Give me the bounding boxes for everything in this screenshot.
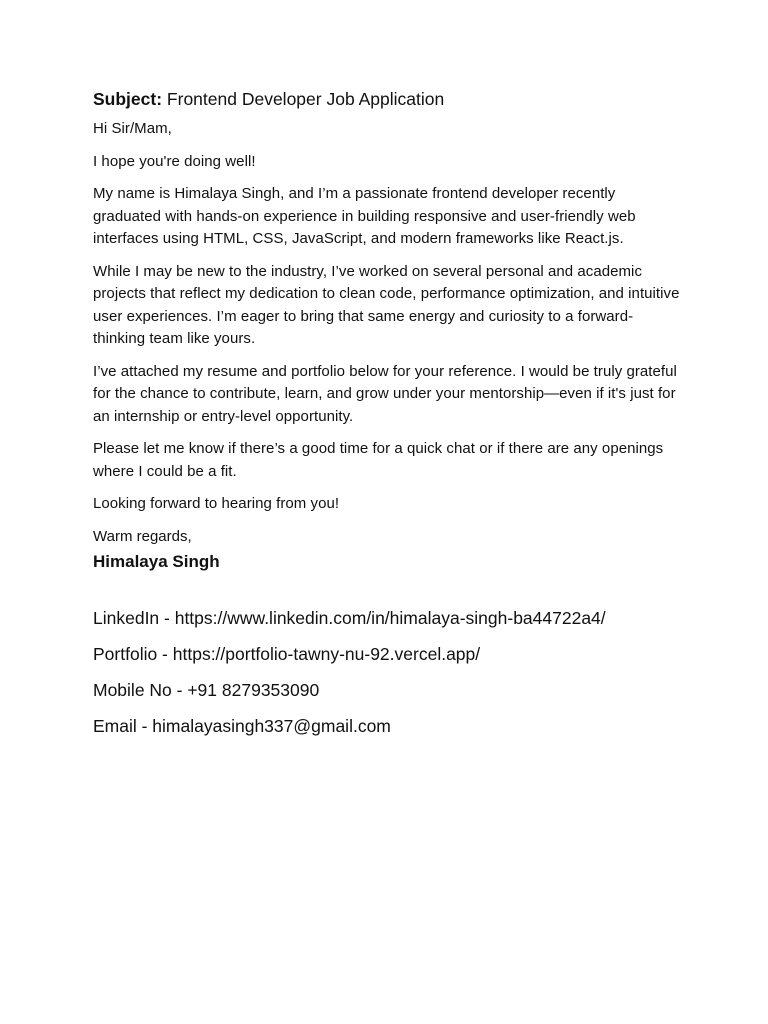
paragraph-request: Please let me know if there’s a good time for a quick chat or if there are any openings where I could be a fit. (93, 440, 664, 480)
portfolio-link[interactable]: Portfolio - https://portfolio-tawny-nu-92.vercel.app/ (93, 643, 481, 664)
mobile-number: Mobile No - +91 8279353090 (93, 679, 320, 700)
linkedin-link[interactable]: LinkedIn - https://www.linkedin.com/in/himalaya-singh-ba44722a4/ (93, 607, 606, 628)
paragraph-looking-forward: Looking forward to hearing from you! (93, 495, 340, 512)
letter-page (93, 86, 683, 744)
paragraph-about: My name is Himalaya Singh, and I’m a passionate frontend developer recently graduated with hands-on experience in building responsive and user-friendly web interfaces using HTML, CSS, JavaScript, and modern frameworks like React.js. (93, 185, 636, 247)
paragraph-attachments: I’ve attached my resume and portfolio below for your reference. I would be truly grateful for the chance to contribute, learn, and grow under your mentorship—even if it's just for an internship or entry-level opportunity. (93, 362, 677, 425)
paragraph-experience: While I may be new to the industry, I’ve worked on several personal and academic projects that reflect my dedication to clean code, performance optimization, and intuitive user experiences. I’m eager to bring that same energy and curiosity to a forward-thinking team like yours. (93, 262, 680, 347)
greeting: Hi Sir/Mam, (93, 120, 172, 137)
closing: Warm regards, (93, 527, 192, 545)
subject-label: Subject: (93, 89, 163, 109)
email-address[interactable]: Email - himalayasingh337@gmail.com (93, 715, 391, 736)
signature-name: Himalaya Singh (93, 551, 220, 571)
paragraph-intro: I hope you're doing well! (93, 152, 256, 170)
subject-text: Frontend Developer Job Application (166, 89, 445, 109)
subject-line (93, 86, 683, 112)
contact-list (93, 600, 683, 744)
